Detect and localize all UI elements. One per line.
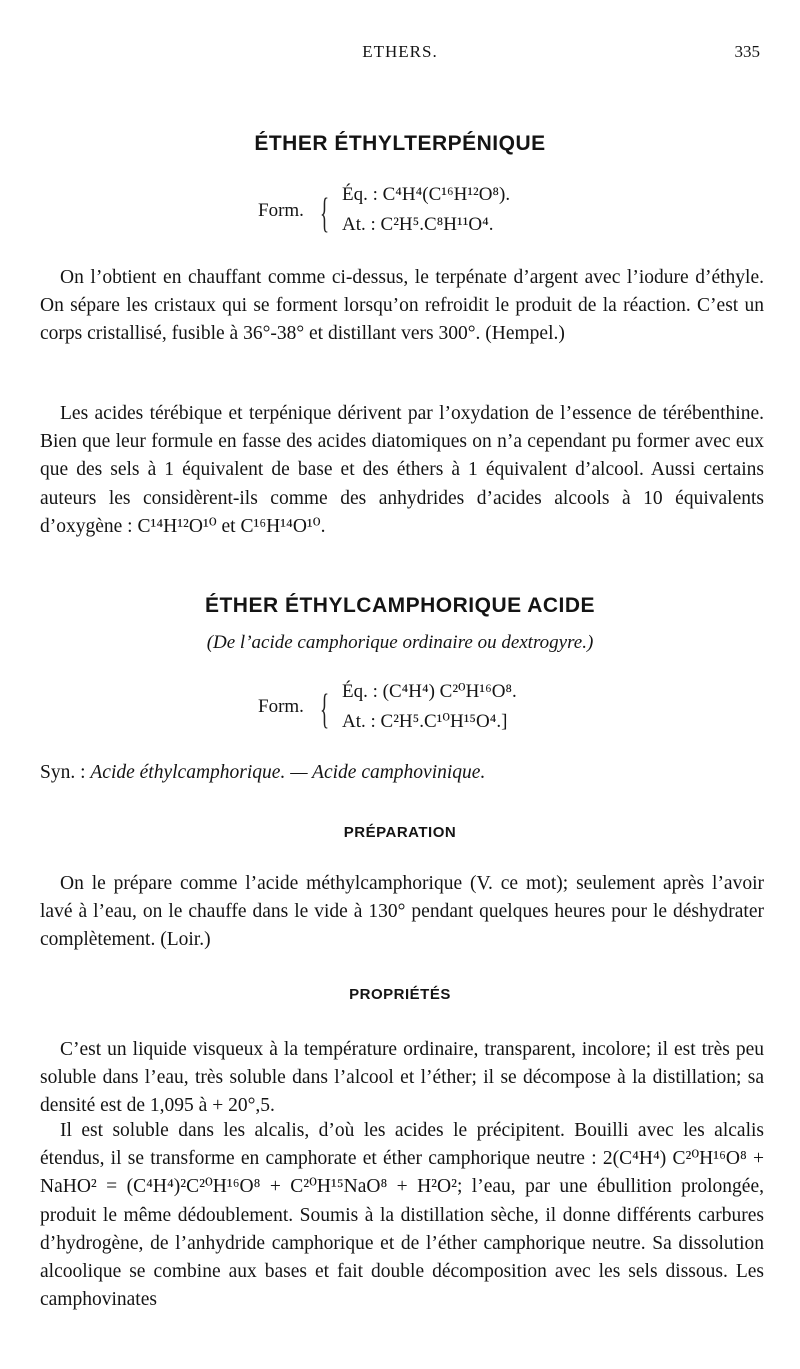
section-heading-ether-ethylcamphorique: ÉTHER ÉTHYLCAMPHORIQUE ACIDE: [204, 594, 596, 617]
paragraph-proprietes-2: [40, 1117, 764, 1314]
paragraph-text: Il est soluble dans les alcalis, d’où les acides le précipitent. Bouilli avec les alcalis étendus, il se transforme en camphorate et éther camphorique neutre : 2(C⁴H⁴) C²⁰H¹⁶O⁸ + NaHO² = (C⁴H⁴)²C²⁰H¹⁶O⁸ + C²⁰H¹⁵NaO⁸ + H²O²; l’eau, par une ébullition prolongée, produit le même dédoublement. Soumis à la distillation sèche, il donne différents carbures d’hydrogène, de l’anhydride camphorique et de l’éther camphorique neutre. Sa dissolution alcoolique se combine aux bases et fait double décomposition avec les sels dissous. Les camphovinates: [40, 1120, 764, 1311]
paragraph-text: Les acides térébique et terpénique dérivent par l’oxydation de l’essence de térébenthine. Bien que leur formule en fasse des acides diatomiques on n’a cependant pu former avec eux que des sels à 1 équivalent de base et des éthers à 1 équivalent d’alcool. Aussi certains auteurs les considèrent-ils comme des anhydrides d’acides alcools à 10 équivalents d’oxygène : C¹⁴H¹²O¹⁰ et C¹⁶H¹⁴O¹⁰.: [40, 403, 764, 537]
formula-atomic: At. : C²H⁵.C⁸H¹¹O⁴.: [342, 214, 494, 235]
section-heading-ether-ethylterpenique: ÉTHER ÉTHYLTERPÉNIQUE: [254, 132, 546, 155]
formula-block-camphorique: [258, 680, 578, 740]
running-head: [0, 40, 800, 64]
section-title-proprietes: PROPRIÉTÉS: [349, 986, 451, 1003]
paragraph-text: On le prépare comme l’acide méthylcamphorique (V. ce mot); seulement après l’avoir lavé à l’eau, on le chauffe dans le vide à 130° pendant quelques heures pour le déshydrater complètement. (Loir.): [40, 873, 764, 951]
paragraph-acides-terebique: [40, 400, 764, 541]
paragraph-preparation: [40, 870, 764, 955]
paragraph-text: C’est un liquide visqueux à la température ordinaire, transparent, incolore; il est très peu soluble dans l’eau, très soluble dans l’alcool et l’éther; il se décompose à la distillation; sa densité est de 1,095 à + 20°,5.: [40, 1039, 764, 1117]
synonyms-text: Acide éthylcamphorique. — Acide camphovinique.: [90, 762, 486, 783]
formula-equivalent: Éq. : C⁴H⁴(C¹⁶H¹²O⁸).: [342, 184, 511, 205]
page-number: 335: [734, 42, 760, 61]
running-head-title: ETHERS.: [362, 42, 438, 61]
paragraph-proprietes-1: [40, 1036, 764, 1121]
paragraph-preparation-terpenique: [40, 264, 764, 349]
brace-icon: {: [320, 687, 330, 733]
formula-block-terpenique: [258, 184, 578, 244]
synonyms-label: Syn. :: [40, 762, 86, 783]
section-subheading: (De l’acide camphorique ordinaire ou dextrogyre.): [206, 632, 594, 653]
section-title-preparation: PRÉPARATION: [343, 824, 457, 841]
brace-icon: {: [320, 191, 330, 237]
paragraph-text: On l’obtient en chauffant comme ci-dessus, le terpénate d’argent avec l’iodure d’éthyle. On sépare les cristaux qui se forment lorsqu’on refroidit le produit de la réaction. C’est un corps cristallisé, fusible à 36°-38° et distillant vers 300°. (Hempel.): [40, 267, 764, 345]
formula-label: Form.: [258, 696, 304, 717]
formula-label: Form.: [258, 200, 304, 221]
synonyms-line: [40, 762, 764, 784]
formula-atomic: At. : C²H⁵.C¹⁰H¹⁵O⁴.]: [342, 711, 508, 732]
formula-equivalent: Éq. : (C⁴H⁴) C²⁰H¹⁶O⁸.: [342, 681, 517, 702]
